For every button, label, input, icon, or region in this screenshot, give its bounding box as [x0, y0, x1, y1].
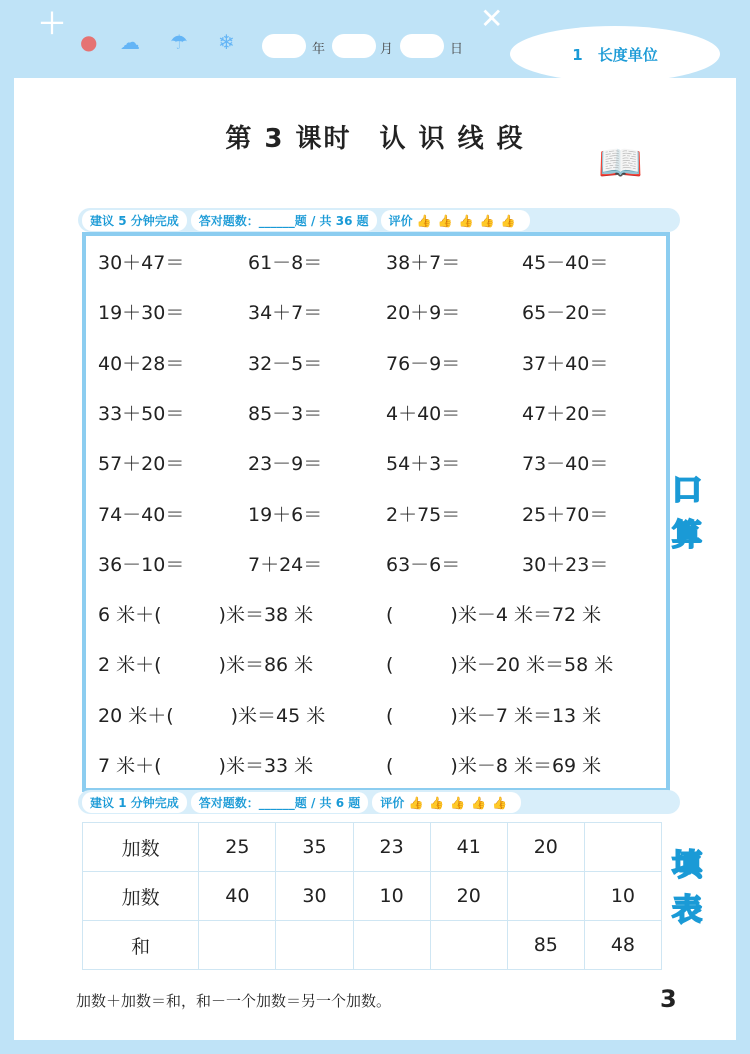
calc-item: 36－10＝: [98, 553, 185, 576]
unit-badge: 1 长度单位: [510, 26, 720, 82]
calc-item: 33＋50＝: [98, 402, 185, 425]
calc-item: 65－20＝: [522, 302, 609, 325]
table-row: [83, 921, 662, 970]
right-border: [736, 78, 750, 1054]
calc-item: 7＋24＝: [248, 553, 323, 576]
cloud-icon: ☁: [120, 30, 140, 54]
calc-item: 37＋40＝: [522, 352, 609, 375]
footer-note: 加数＋加数＝和，和－一个加数＝另一个加数。: [76, 992, 392, 1010]
blank-equation[interactable]: 7 米＋( )米＝33 米: [98, 754, 314, 777]
sun-icon: ●: [80, 30, 98, 54]
calc-item: 45－40＝: [522, 252, 609, 274]
table-cell[interactable]: 35: [276, 823, 353, 872]
row-header: 和: [83, 921, 199, 970]
bottom-border: [0, 1040, 750, 1054]
calc-item: 2＋75＝: [386, 503, 461, 526]
table-cell[interactable]: [507, 872, 584, 921]
times-decoration-icon: ✕: [480, 2, 504, 35]
plus-decoration-icon: ＋: [38, 7, 67, 40]
blank-equation[interactable]: 6 米＋( )米＝38 米: [98, 604, 314, 626]
calc-item: 63－6＝: [386, 553, 461, 576]
calc-item: 30＋23＝: [522, 553, 609, 576]
calc-item: 19＋30＝: [98, 302, 185, 325]
table-cell[interactable]: [353, 921, 430, 970]
table-cell[interactable]: [276, 921, 353, 970]
side-label-tianbiao-1: 填: [672, 848, 702, 883]
calc-item: 23－9＝: [248, 453, 323, 476]
side-label-tianbiao-2: 表: [672, 893, 702, 928]
calc-item: 4＋40＝: [386, 402, 461, 425]
table-cell[interactable]: [199, 921, 276, 970]
month-field[interactable]: [332, 34, 376, 58]
fill-table: [82, 822, 662, 970]
table-cell[interactable]: [430, 921, 507, 970]
calc-item: 54＋3＝: [386, 453, 461, 476]
side-label-kousuan-1: 口: [672, 473, 702, 508]
left-border: [0, 78, 14, 1054]
calc-item: 40＋28＝: [98, 352, 185, 375]
snow-icon: ❄: [218, 30, 235, 54]
thumbs-rating-icon[interactable]: 👍👍👍👍👍: [408, 795, 514, 810]
section2-header: 建议 1 分钟完成 答对题数：______题 / 共 6 题 评价 👍👍👍👍👍: [78, 790, 680, 814]
row-header: 加数: [83, 823, 199, 872]
page-title: 第 3 课时 认 识 线 段: [225, 124, 525, 154]
day-label: 日: [450, 42, 464, 57]
book-icon: 📖: [598, 143, 643, 184]
calc-item: 76－9＝: [386, 352, 461, 375]
row-header: 加数: [83, 872, 199, 921]
calc-item: 25＋70＝: [522, 503, 609, 526]
calc-item: 74－40＝: [98, 503, 185, 526]
calc-item: 32－5＝: [248, 352, 323, 375]
table-cell[interactable]: 41: [430, 823, 507, 872]
calc-item: 34＋7＝: [248, 302, 323, 325]
page-number: 3: [660, 985, 677, 1013]
table-cell[interactable]: 20: [507, 823, 584, 872]
side-label-kousuan-2: 算: [672, 518, 702, 553]
table-cell[interactable]: 48: [584, 921, 661, 970]
month-label: 月: [380, 42, 394, 57]
table-cell[interactable]: 10: [584, 872, 661, 921]
calc-item: 20＋9＝: [386, 302, 461, 325]
table-cell[interactable]: 25: [199, 823, 276, 872]
calc-item: 47＋20＝: [522, 402, 609, 425]
calc-item: 85－3＝: [248, 402, 323, 425]
table-cell[interactable]: 23: [353, 823, 430, 872]
table-row: [83, 872, 662, 921]
calc-item: 38＋7＝: [386, 252, 461, 274]
table-cell[interactable]: 85: [507, 921, 584, 970]
blank-equation[interactable]: 20 米＋( )米＝45 米: [98, 704, 326, 727]
calc-item: 73－40＝: [522, 453, 609, 476]
section1-header: 建议 5 分钟完成 答对题数：______题 / 共 36 题 评价 👍👍👍👍👍: [78, 208, 680, 232]
blank-equation[interactable]: ( )米－7 米＝13 米: [386, 704, 602, 727]
calc-item: 57＋20＝: [98, 453, 185, 476]
day-field[interactable]: [400, 34, 444, 58]
calc-item: 30＋47＝: [98, 252, 185, 274]
table-cell[interactable]: 40: [199, 872, 276, 921]
table-row: [83, 823, 662, 872]
table-cell[interactable]: 10: [353, 872, 430, 921]
calc-item: 61－8＝: [248, 252, 323, 274]
thumbs-rating-icon[interactable]: 👍👍👍👍👍: [416, 213, 522, 228]
rain-icon: ☂: [170, 30, 188, 54]
table-cell[interactable]: [584, 823, 661, 872]
blank-equation[interactable]: 2 米＋( )米＝86 米: [98, 654, 314, 677]
year-field[interactable]: [262, 34, 306, 58]
year-label: 年: [312, 42, 326, 57]
blank-equation[interactable]: ( )米－20 米＝58 米: [386, 654, 614, 677]
table-cell[interactable]: 30: [276, 872, 353, 921]
calc-item: 19＋6＝: [248, 503, 323, 526]
table-cell[interactable]: 20: [430, 872, 507, 921]
blank-equation[interactable]: ( )米－8 米＝69 米: [386, 754, 602, 777]
blank-equation[interactable]: ( )米－4 米＝72 米: [386, 604, 602, 626]
